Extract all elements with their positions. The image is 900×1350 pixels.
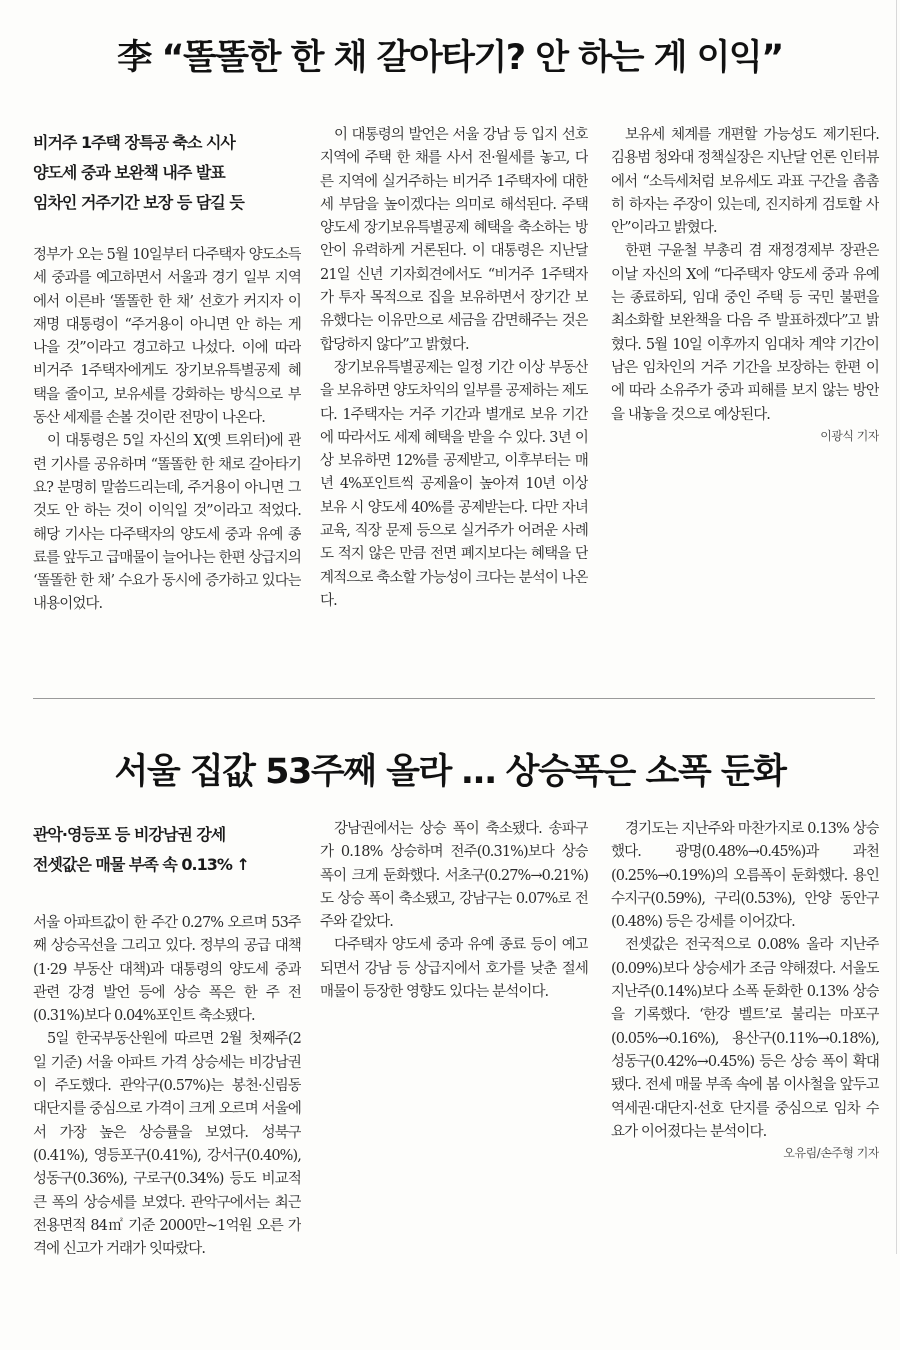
article-1-paragraph-3: 이 대통령의 발언은 서울 강남 등 입지 선호 지역에 주택 한 채를 사서 전·월세를 놓고, 다른 지역에 실거주하는 비거주 1주택자에 대한 세 부담을 높이겠다는 의미로 해석된다. 주택 양도세 장기보유특별공제 혜택을 축소하는 방안이 유력하게 거론된다. 이 대통령은 지난달 21일 신년 기자회견에서도 “비거주 1주택자가 투자 목적으로 집을 보유하면서 장기간 보유했다는 이유만으로 세금을 감면해주는 것은 합당하지 않다”고 밝혔다. (320, 127, 588, 353)
article-2-subhead-2: 전셋값은 매물 부족 속 0.13% ↑ (33, 855, 249, 874)
article-1-column-3 (611, 124, 879, 669)
article-2-subheads (33, 820, 301, 880)
article-2-column-1 (33, 820, 301, 1350)
article-1-column-1 (33, 128, 301, 673)
article-2-paragraph-2: 5일 한국부동산원에 따르면 2월 첫째주(2일 기준) 서울 아파트 가격 상승세는 비강남권이 주도했다. 관악구(0.57%)는 봉천·신림동 대단지를 중심으로 가격이 크게 오르며 서울에서 가장 높은 상승률을 보였다. 성북구(0.41%), 영등포구(0.41%), 강서구(0.40%), 성동구(0.36%), 구로구(0.34%) 등도 비교적 큰 폭의 상승세를 보였다. 관악구에서는 최근 전용면적 84㎡ 기준 2000만~1억원 오른 가격에 신고가 거래가 잇따랐다. (33, 1031, 301, 1258)
article-2-paragraph-5: 경기도는 지난주와 마찬가지로 0.13% 상승했다. 광명(0.48%→0.45%)과 과천(0.25%→0.19%)의 오름폭이 둔화했다. 용인 수지구(0.59%), 구리(0.53%), 안양 동안구(0.48%) 등은 강세를 이어갔다. (611, 821, 879, 931)
article-2-paragraph-4: 다주택자 양도세 중과 유예 종료 등이 예고되면서 강남 등 상급지에서 호가를 낮춘 절세 매물이 등장한 영향도 있다는 분석이다. (320, 937, 588, 1001)
article-1-paragraph-6: 한편 구윤철 부총리 겸 재정경제부 장관은 이날 자신의 X에 “다주택자 양도세 중과 유예는 종료하되, 임대 중인 주택 등 국민 불편을 최소화할 보완책을 다음 주 발표하겠다”고 밝혔다. 5월 10일 이후까지 임대차 계약 기간이 남은 임차인의 거주 기간을 보장하는 한편 이에 따라 소유주가 중과 피해를 보지 않는 방안을 내놓을 것으로 예상된다. (611, 243, 879, 423)
article-2-column-3 (611, 818, 879, 1348)
article-1-byline: 이광식 기자 (820, 428, 879, 443)
article-2-headline: 서울 집값 53주째 올라 … 상승폭은 소폭 둔화 (114, 752, 786, 792)
article-1-paragraph-2: 이 대통령은 5일 자신의 X(옛 트위터)에 관련 기사를 공유하며 “똘똘한 한 채로 갈아타기요? 분명히 말씀드리는데, 주거용이 아니면 그것도 안 하는 것이 이익일 것”이라고 적었다. 해당 기사는 다주택자의 양도세 중과 유예 종료를 앞두고 급매물이 늘어나는 한편 상급지의 ‘똘똘한 한 채’ 수요가 동시에 증가하고 있다는 내용이었다. (33, 433, 301, 613)
article-1-subhead-1: 비거주 1주택 장특공 축소 시사 (33, 133, 235, 152)
article-2-paragraph-3: 강남권에서는 상승 폭이 축소됐다. 송파구가 0.18% 상승하며 전주(0.31%)보다 상승 폭이 크게 둔화했다. 서초구(0.27%→0.21%)도 상승 폭이 축소됐고, 강남구는 0.07%로 전주와 같았다. (320, 821, 588, 931)
article-2-subhead-1: 관악·영등포 등 비강남권 강세 (33, 825, 226, 844)
article-1-paragraph-1: 정부가 오는 5월 10일부터 다주택자 양도소득세 중과를 예고하면서 서울과 경기 일부 지역에서 이른바 ‘똘똘한 한 채’ 선호가 커지자 이재명 대통령이 “주거용이 아니면 안 하는 게 나을 것”이라고 경고하고 나섰다. 이에 따라 비거주 1주택자에게도 장기보유특별공제 혜택을 줄이고, 보유세를 강화하는 방식으로 부동산 세제를 손볼 것이란 전망이 나온다. (33, 247, 301, 427)
article-1-column-2 (320, 124, 588, 669)
article-2-column-2 (320, 818, 588, 1348)
article-2-paragraph-1: 서울 아파트값이 한 주간 0.27% 오르며 53주째 상승곡선을 그리고 있다. 정부의 공급 대책(1·29 부동산 대책)과 대통령의 양도세 중과 관련 강경 발언 등에 상승 폭은 한 주 전(0.31%)보다 0.04%포인트 축소됐다. (33, 915, 301, 1025)
article-1-subhead-2: 양도세 중과 보완책 내주 발표 (33, 163, 225, 182)
article-1-headline: 李 “똘똘한 한 채 갈아타기? 안 하는 게 이익” (117, 38, 783, 78)
article-1-paragraph-5: 보유세 체계를 개편할 가능성도 제기된다. 김용범 청와대 정책실장은 지난달 언론 인터뷰에서 “소득세처럼 보유세도 과표 구간을 촘촘히 하자는 주장이 있는데, 진지하게 검토할 사안”이라고 밝혔다. (611, 127, 879, 237)
article-1-paragraph-4: 장기보유특별공제는 일정 기간 이상 부동산을 보유하면 양도차익의 일부를 공제하는 제도다. 1주택자는 거주 기간과 별개로 보유 기간에 따라서도 세제 혜택을 받을 수 있다. 3년 이상 보유하면 12%를 공제받고, 이후부터는 매년 4%포인트씩 공제율이 높아져 10년 이상 보유 시 양도세 40%를 공제받는다. 다만 자녀 교육, 직장 문제 등으로 실거주가 어려운 사례도 적지 않은 만큼 전면 폐지보다는 혜택을 단계적으로 축소할 가능성이 크다는 분석이 나온다. (320, 359, 588, 609)
article-2 (0, 700, 900, 1258)
article-2-paragraph-6: 전셋값은 전국적으로 0.08% 올라 지난주(0.09%)보다 상승세가 조금 약해졌다. 서울도 지난주(0.14%)보다 소폭 둔화한 0.13% 상승을 기록했다. ‘한강 벨트’로 불리는 마포구(0.05%→0.16%), 용산구(0.11%→0.18%), 성동구(0.42%→0.45%) 등은 상승 폭이 확대됐다. 전세 매물 부족 속에 봄 이사철을 앞두고 역세권·대단지·선호 단지를 중심으로 임차 수요가 이어졌다는 분석이다. (611, 937, 879, 1140)
article-2-byline: 오유림/손주형 기자 (783, 1146, 879, 1161)
article-divider (33, 698, 875, 699)
article-1-subhead-3: 임차인 거주기간 보장 등 담길 듯 (33, 193, 244, 212)
article-1-subheads (33, 128, 301, 218)
